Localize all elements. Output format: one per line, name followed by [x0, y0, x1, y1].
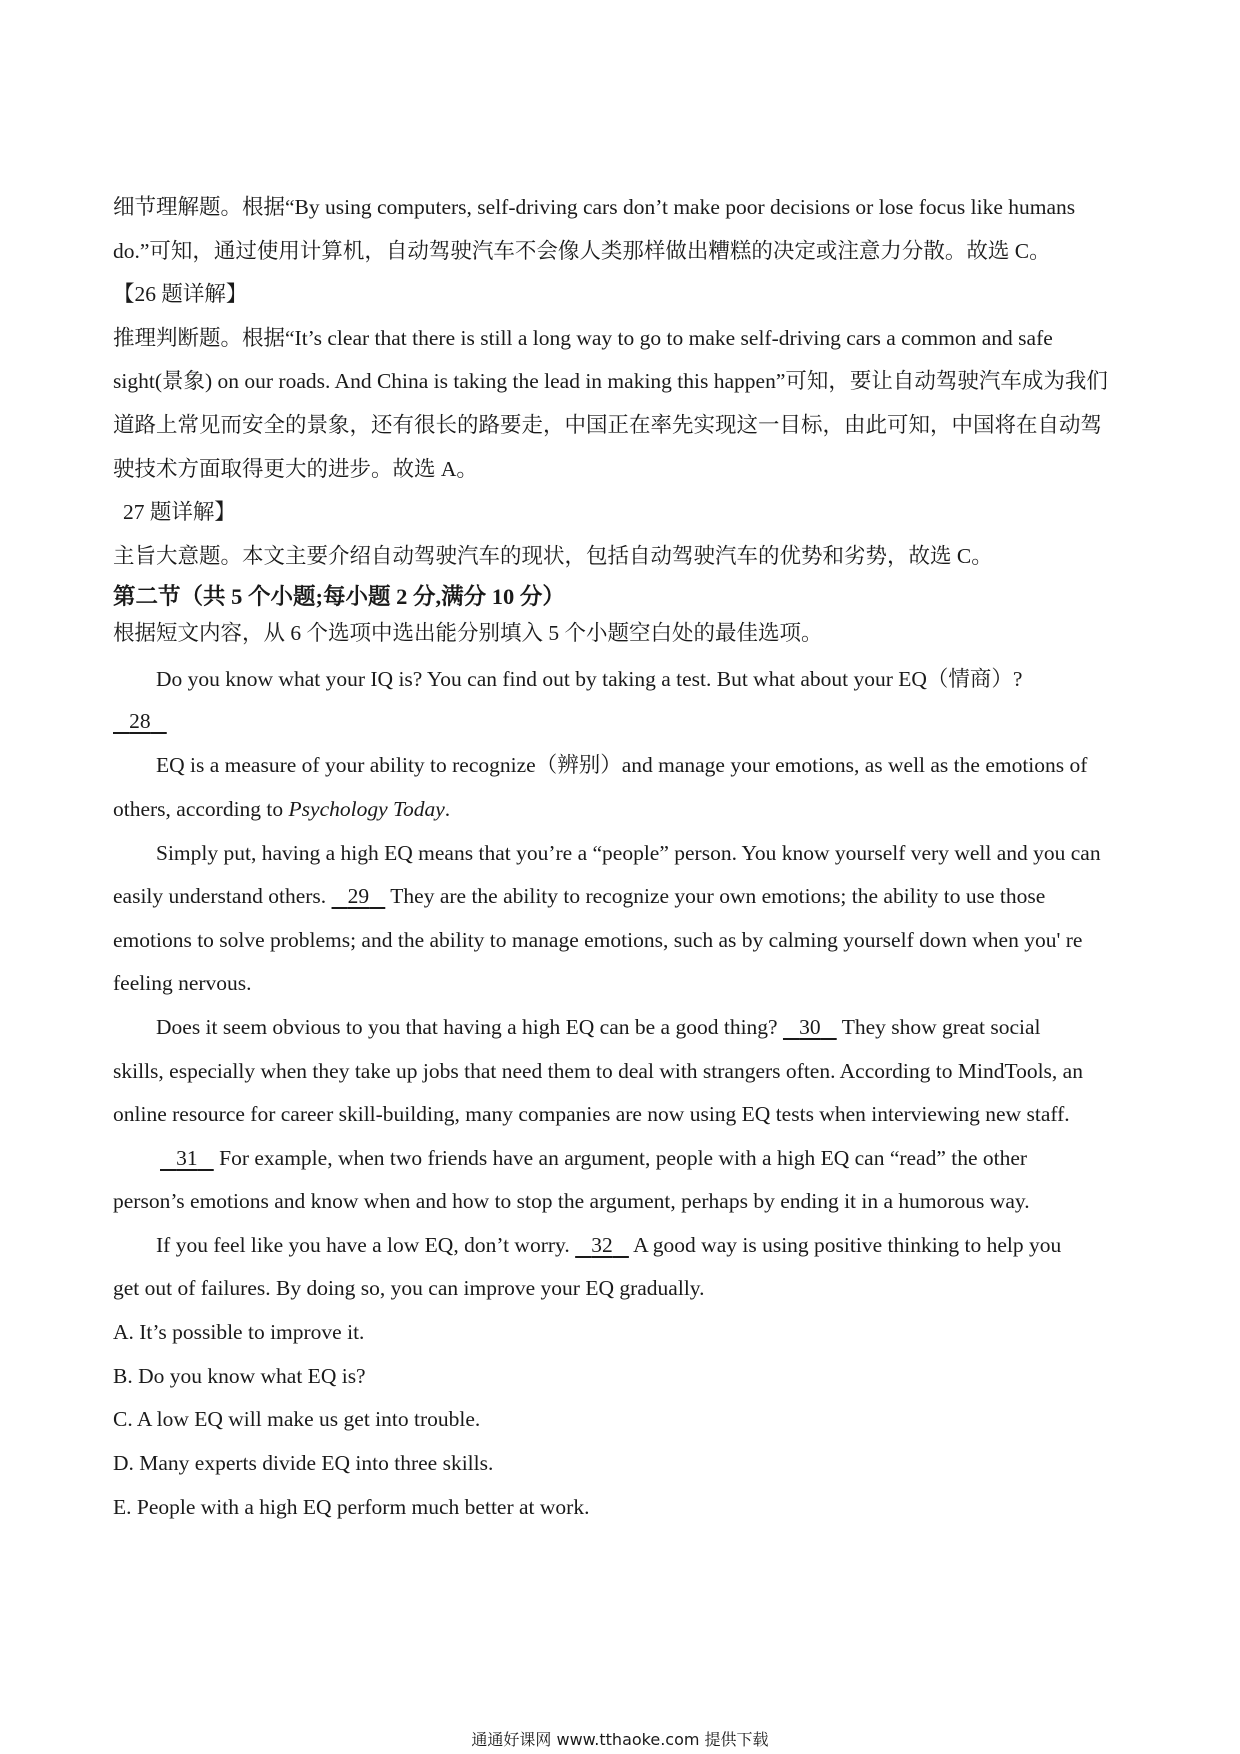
p3-line-2-text: easily understand others. [113, 884, 332, 908]
passage-p3-line-1: Simply put, having a high EQ means that you’re a “people” person. You know yourself very well and you can [156, 841, 1101, 865]
blank-28: 28 [129, 709, 151, 733]
q25-line-1: 细节理解题。根据“By using computers, self-driving cars don’t make poor decisions or lose focus like humans [113, 195, 1076, 219]
option-e: E. People with a high EQ perform much better at work. [113, 1495, 590, 1519]
passage-p4-line-3: online resource for career skill-building, many companies are now using EQ tests when interviewing new staff. [113, 1102, 1070, 1126]
p6-line-1-text: If you feel like you have a low EQ, don’t worry. [156, 1233, 576, 1257]
blank-30: 30 [799, 1015, 821, 1039]
blank-29: 29 [347, 884, 370, 908]
section2-heading: 第二节（共 5 个小题;每小题 2 分,满分 10 分） [113, 584, 565, 609]
q27-line-1: 主旨大意题。本文主要介绍自动驾驶汽车的现状，包括自动驾驶汽车的优势和劣势，故选 C。 [113, 544, 993, 568]
passage-p6-line-2: get out of failures. By doing so, you can improve your EQ gradually. [113, 1276, 705, 1300]
passage-p4-line-2: skills, especially when they take up jobs that need them to deal with strangers often. According to MindTools, an [113, 1059, 1083, 1083]
p3-line-2-rest: They are the ability to recognize your own emotions; the ability to use those [385, 884, 1046, 908]
blank-31: 31 [176, 1146, 198, 1170]
passage-p3-line-2 [113, 881, 1045, 911]
blank-32: 32 [591, 1233, 613, 1257]
option-a: A. It’s possible to improve it. [113, 1320, 365, 1344]
passage-p5-line-1 [160, 1143, 1027, 1173]
q26-line-3: 道路上常见而安全的景象，还有很长的路要走，中国正在率先实现这一目标，由此可知，中国将在自动驾 [113, 413, 1103, 437]
q26-line-2: sight(景象) on our roads. And China is taking the lead in making this happen”可知，要让自动驾驶汽车成为我们 [113, 369, 1108, 393]
passage-p4-line-1 [156, 1012, 1041, 1042]
q25-line-2: do.”可知，通过使用计算机，自动驾驶汽车不会像人类那样做出糟糕的决定或注意力分散。故选 C。 [113, 239, 1051, 263]
passage-p2-line-1: EQ is a measure of your ability to recognize（辨别）and manage your emotions, as well as the emotions of [156, 753, 1088, 777]
p2-line-2-end: . [444, 797, 451, 821]
source-title: Psychology Today [288, 797, 445, 821]
passage-p6-line-1 [156, 1230, 1061, 1260]
option-b: B. Do you know what EQ is? [113, 1364, 366, 1388]
blank-28-line [113, 706, 167, 736]
p6-line-1-rest: A good way is using positive thinking to help you [628, 1233, 1062, 1257]
option-c: C. A low EQ will make us get into trouble. [113, 1407, 481, 1431]
passage-p5-line-2: person’s emotions and know when and how to stop the argument, perhaps by ending it in a humorous way. [113, 1189, 1030, 1213]
passage-p3-line-3: emotions to solve problems; and the ability to manage emotions, such as by calming yourself down when you' re [113, 928, 1083, 952]
q27-title: 27 题详解】 [123, 500, 236, 524]
passage-p1: Do you know what your IQ is? You can find out by taking a test. But what about your EQ（情商）? [156, 667, 1023, 691]
p4-line-1-text: Does it seem obvious to you that having a high EQ can be a good thing? [156, 1015, 783, 1039]
option-d: D. Many experts divide EQ into three skills. [113, 1451, 494, 1475]
section2-instruction: 根据短文内容，从 6 个选项中选出能分别填入 5 个小题空白处的最佳选项。 [113, 621, 823, 645]
q26-title: 【26 题详解】 [113, 282, 248, 306]
passage-p3-line-4: feeling nervous. [113, 971, 252, 995]
page-footer: 通通好课网 www.tthaoke.com 提供下载 [471, 1730, 769, 1749]
passage-p2-line-2 [113, 794, 450, 824]
q26-line-4: 驶技术方面取得更大的进步。故选 A。 [113, 457, 478, 481]
p4-line-1-rest: They show great social [836, 1015, 1041, 1039]
p2-line-2-text: others, according to [113, 797, 289, 821]
p5-line-1-rest: For example, when two friends have an argument, people with a high EQ can “read” the other [213, 1146, 1028, 1170]
q26-line-1: 推理判断题。根据“It’s clear that there is still a long way to go to make self-driving cars a common and safe [113, 326, 1053, 350]
